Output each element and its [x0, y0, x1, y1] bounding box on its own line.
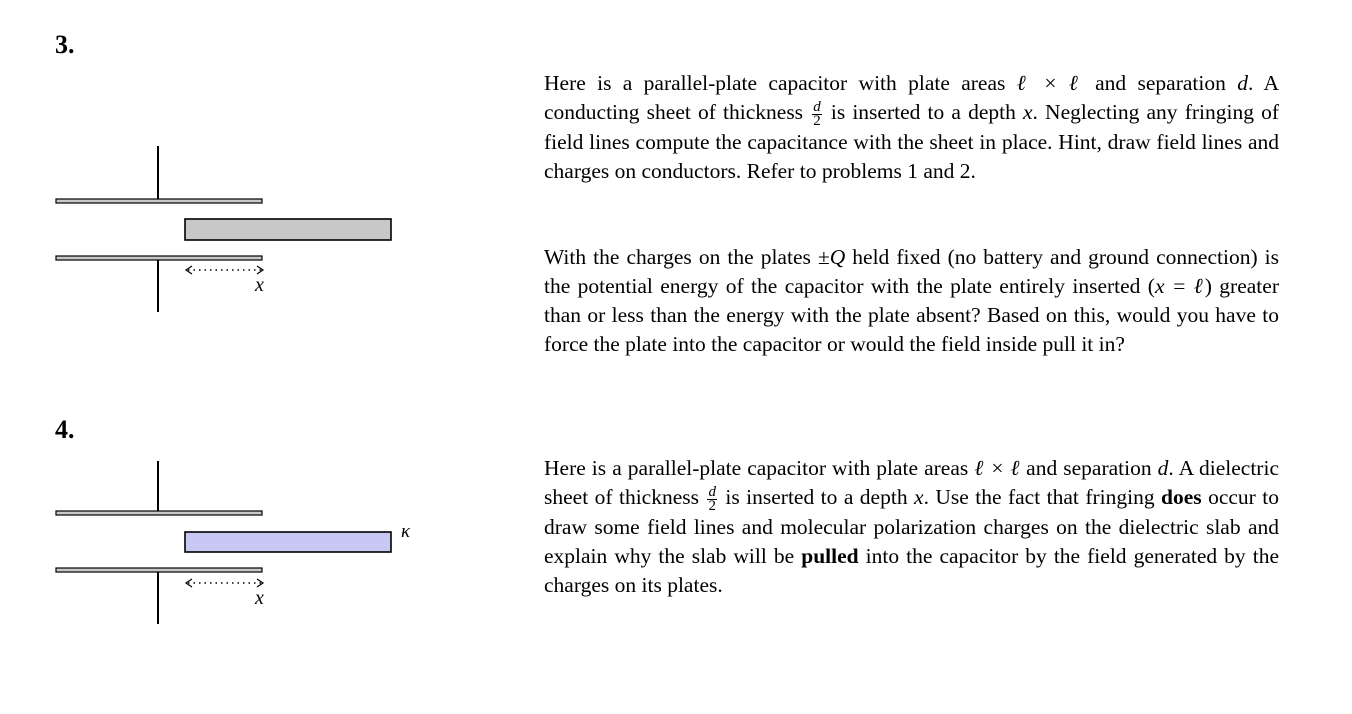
text-run: Here is a parallel-plate capacitor with plate areas	[544, 456, 975, 480]
text-run: occur to draw some field lines and molecular polarization charges on the dielectric slab and explain why the slab will be	[544, 485, 1280, 568]
text-run: . Neglecting any fringing of field lines compute the capacitance with the sheet in place. Hint, draw field lines and charges on conductors. Refer to problems 1 and 2.	[544, 100, 1280, 183]
math-area: ℓ × ℓ	[974, 456, 1021, 480]
fraction-d-over-2	[812, 98, 822, 129]
depth-label-x: x	[255, 587, 264, 609]
conducting-sheet	[185, 219, 391, 240]
fraction-d-over-2	[707, 483, 717, 514]
problem-3-capacitor-figure	[40, 140, 420, 320]
text-run: is inserted to a depth	[823, 100, 1023, 124]
problem-3-number: 3.	[55, 30, 75, 59]
kappa-label: κ	[401, 521, 411, 542]
problem-4-number: 4.	[55, 415, 75, 444]
problem-3-paragraph-1	[544, 69, 1279, 186]
bold-pulled: pulled	[801, 543, 859, 568]
text-run: held fixed (no battery and ground connection) is the potential energy of the capacitor with the plate entirely inserted (	[544, 245, 1279, 298]
fraction-numerator: d	[708, 483, 716, 500]
top-plate	[56, 511, 262, 515]
bottom-plate	[56, 256, 262, 260]
text-run: Here is a parallel-plate capacitor with plate areas	[544, 71, 1017, 95]
text-run: . A dielectric sheet of thickness	[544, 456, 1279, 509]
math-x: x	[1022, 100, 1033, 124]
math-d: d	[1157, 456, 1169, 480]
math-d: d	[1237, 71, 1248, 95]
text-run: and separation	[1020, 456, 1158, 480]
text-run: . Use the fact that fringing	[923, 485, 1162, 509]
dielectric-sheet	[185, 532, 391, 552]
math-x-equals-l: x = ℓ	[1154, 274, 1205, 298]
text-run: and separation	[1083, 71, 1238, 95]
text-run: ) greater than or less than the energy with the plate absent? Based on this, would you have to force the plate into the capacitor or would the field inside pull it in?	[544, 274, 1279, 356]
text-run: is inserted to a depth	[718, 485, 915, 509]
problem-4-paragraph	[544, 454, 1279, 600]
text-run: . A conducting sheet of thickness	[544, 71, 1279, 124]
bold-does: does	[1161, 485, 1202, 509]
problem-3-paragraph-2	[544, 243, 1279, 359]
text-run: With the charges on the plates	[544, 245, 818, 269]
fraction-denominator: 2	[708, 497, 716, 514]
fraction-numerator: d	[813, 98, 821, 115]
math-plus-minus-q: ±Q	[817, 245, 846, 269]
text-run: into the capacitor by the field generated by the charges on its plates.	[544, 543, 1279, 597]
math-area: ℓ × ℓ	[1016, 71, 1084, 95]
depth-label-x: x	[255, 274, 264, 296]
bottom-plate	[56, 568, 262, 572]
top-plate	[56, 199, 262, 203]
fraction-denominator: 2	[813, 112, 821, 129]
problem-4-capacitor-figure	[40, 455, 440, 630]
math-x: x	[914, 485, 924, 509]
